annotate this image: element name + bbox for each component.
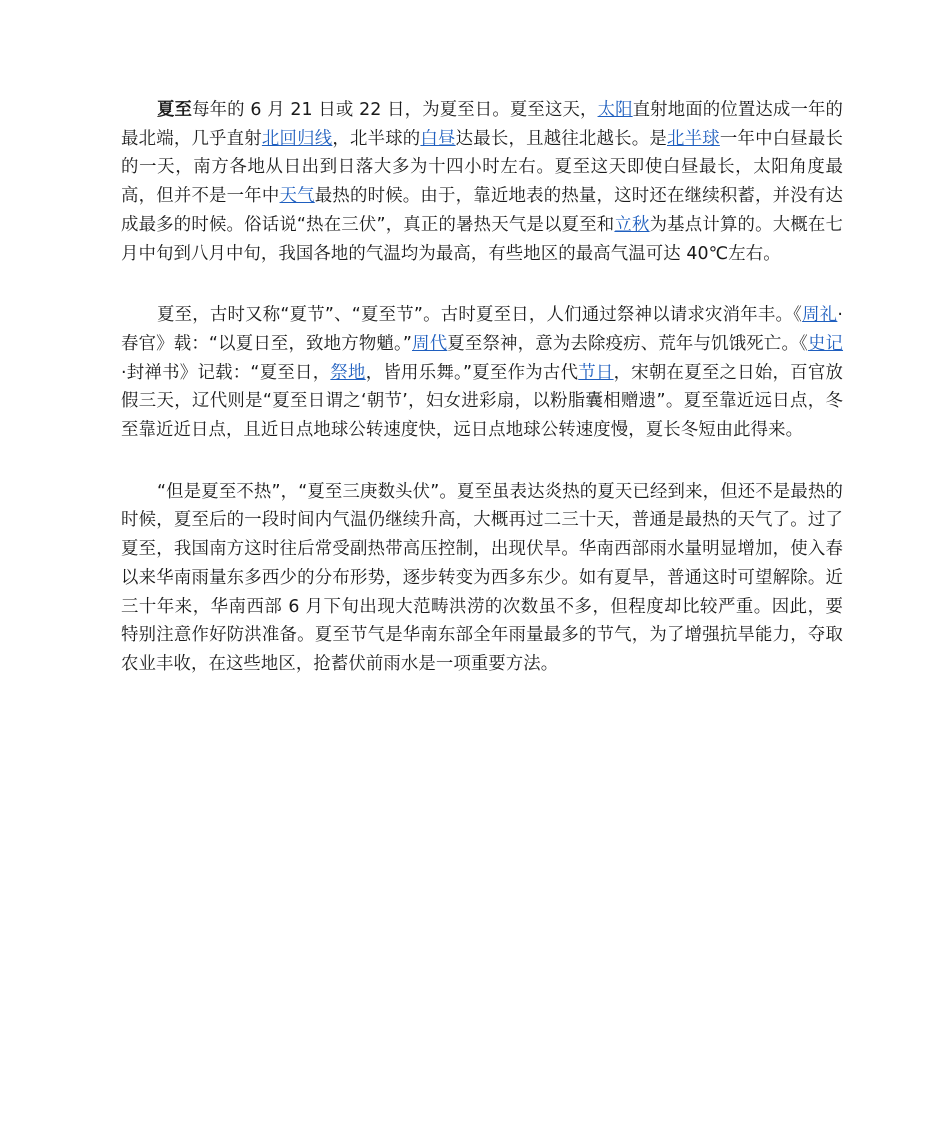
link-zhou-dynasty[interactable]: 周代 (412, 333, 448, 354)
link-weather[interactable]: 天气 (279, 186, 315, 207)
link-sun[interactable]: 太阳 (597, 100, 633, 120)
text-segment: ·封禅书》记载：“夏至日， (121, 362, 331, 383)
text-segment: ·春官》载：“以夏日至，致地方物魈。” (121, 305, 843, 354)
paragraph-summer-heat-rain (121, 478, 843, 679)
text-segment: 夏至祭神，意为去除疫疠、荒年与饥饿死亡。《 (447, 333, 808, 354)
link-start-of-autumn[interactable]: 立秋 (614, 214, 650, 235)
text-segment: 为基点计算的。大概在七月中旬到八月中旬，我国各地的气温均为最高，有些地区的最高气温可达 40℃左右。 (121, 214, 844, 264)
text-segment: ，宋朝在夏至之日始，百官放假三天，辽代则是“夏至日谓之‘朝节’，妇女进彩扇，以粉脂囊相赠遗”。夏至靠近远日点，冬至靠近近日点，且近日点地球公转速度快，远日点地球公转速度慢，夏长冬短由此得来。 (121, 362, 843, 441)
term-summer-solstice: 夏至 (157, 100, 193, 120)
paragraph-summer-festival (121, 301, 843, 445)
link-earth-sacrifice[interactable]: 祭地 (330, 362, 366, 383)
text-segment: 直射地面的位置达成一年的最北端，几乎直射 (121, 100, 844, 149)
text-segment: ，北半球的 (332, 128, 421, 149)
link-festival[interactable]: 节日 (578, 362, 614, 383)
link-shiji[interactable]: 史记 (807, 333, 844, 354)
link-zhouli[interactable]: 周礼 (802, 305, 838, 326)
text-segment: ，皆用乐舞。”夏至作为古代 (365, 362, 579, 383)
text-segment: 达最长，且越往北越长。是 (455, 128, 667, 149)
text-segment: 一年中白昼最长的一天，南方各地从日出到日落大多为十四小时左右。夏至这天即使白昼最长，太阳角度最高，但并不是一年中 (121, 128, 844, 207)
text-segment: 夏至，古时又称“夏节”、“夏至节”。古时夏至日，人们通过祭神以请求灾消年丰。《 (157, 305, 803, 326)
text-segment: “但是夏至不热”，“夏至三庚数头伏”。夏至虽表达炎热的夏天已经到来，但还不是最热的时候，夏至后的一段时间内气温仍继续升高，大概再过二三十天，普通是最热的天气了。过了夏至，我国南方这时往后常受副热带高压控制，出现伏旱。华南西部雨水量明显增加，使入春以来华南雨量东多西少的分布形势，逐步转变为西多东少。如有夏旱，普通这时可望解除。近三十年来，华南西部 6 月下旬出现大范畴洪涝的次数虽不多，但程度却比较严重。因此，要特别注意作好防洪准备。夏至节气是华南东部全年雨量最多的节气，为了增强抗旱能力，夺取农业丰收，在这些地区，抢蓄伏前雨水是一项重要方法。 (121, 481, 843, 674)
paragraph-summer-solstice-sun (121, 96, 843, 268)
link-northern-hemisphere[interactable]: 北半球 (667, 128, 720, 149)
document-page (121, 96, 843, 679)
text-segment: 最热的时候。由于，靠近地表的热量，这时还在继续积蓄，并没有达成最多的时候。俗话说“热在三伏”，真正的暑热天气是以夏至和 (121, 186, 843, 235)
link-daytime[interactable]: 白昼 (420, 128, 456, 149)
link-tropic-of-cancer[interactable]: 北回归线 (261, 128, 333, 149)
text-segment: 每年的 6 月 21 日或 22 日，为夏至日。夏至这天， (192, 100, 598, 120)
